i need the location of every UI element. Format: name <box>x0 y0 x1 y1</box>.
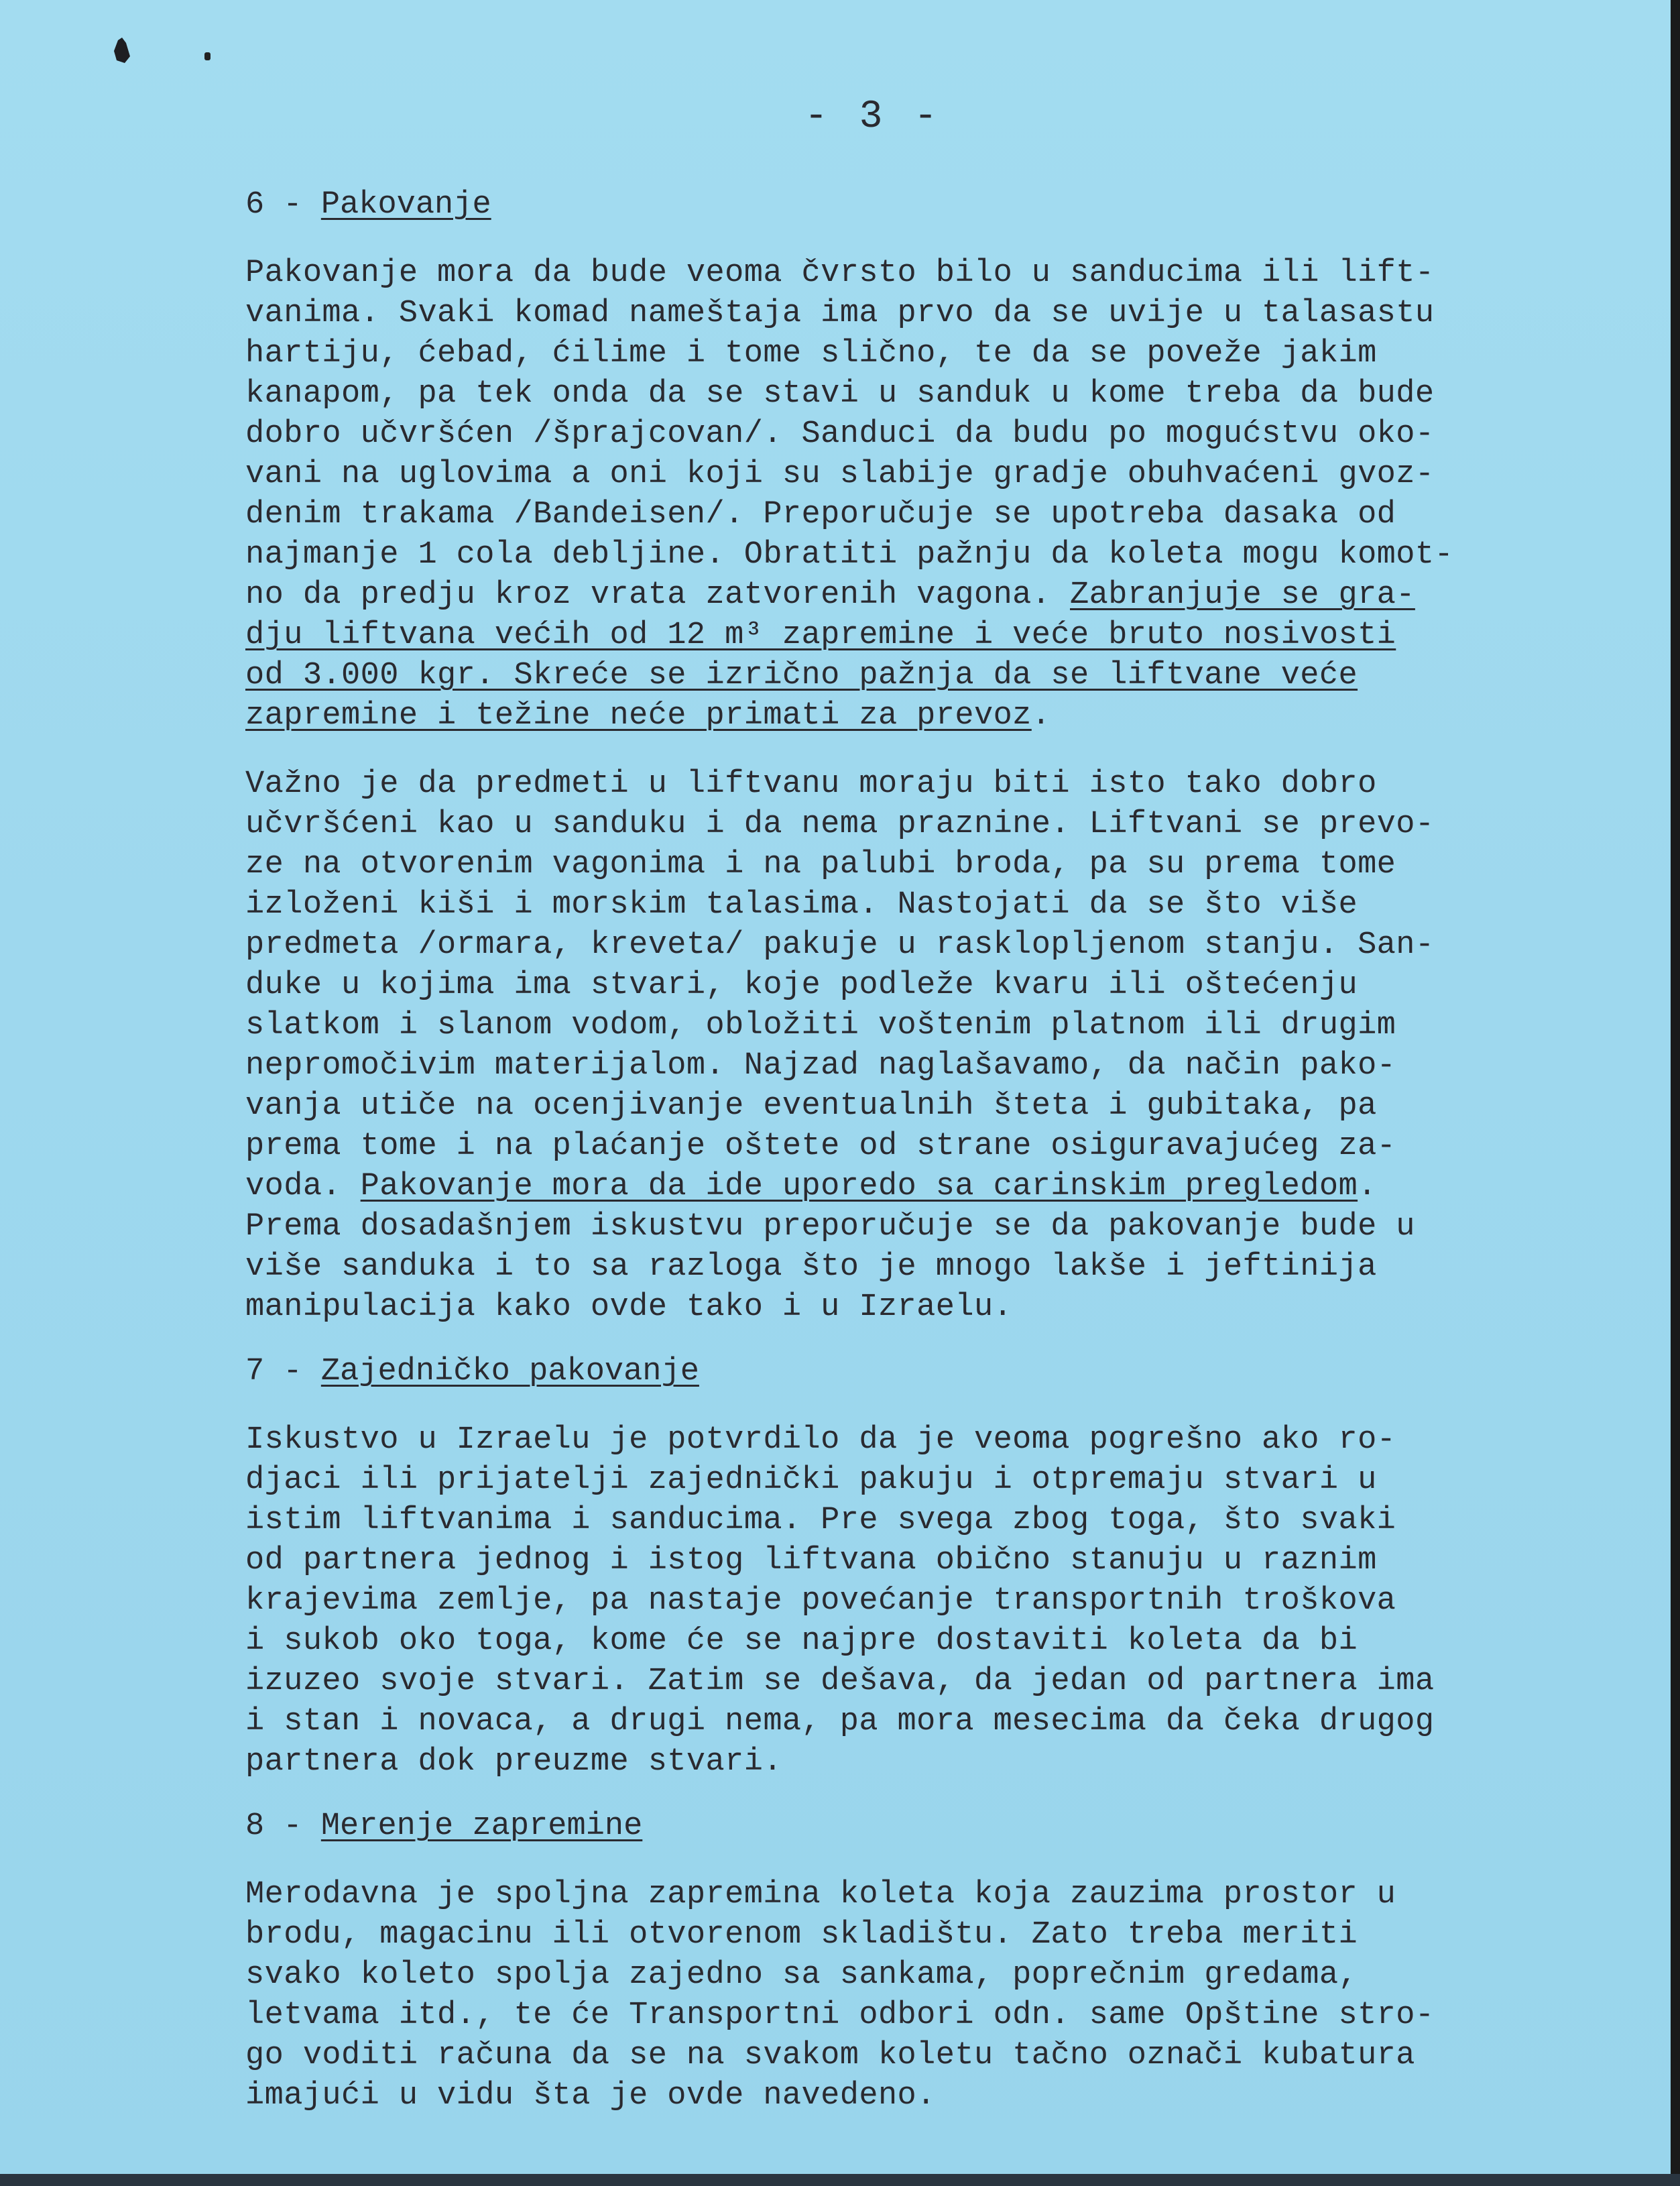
text-line <box>245 656 1566 696</box>
section-title: Merenje zapremine <box>320 1808 643 1844</box>
section-heading <box>245 1806 1566 1847</box>
text-line <box>245 1460 1566 1501</box>
text-line <box>245 334 1566 374</box>
scan-bottom-edge <box>0 2174 1680 2186</box>
section <box>245 1352 1566 1782</box>
text-line <box>245 1955 1566 1996</box>
line-text: Važno je da predmeti u liftvanu moraju biti isto tako dobro <box>245 766 1377 802</box>
section-title: Pakovanje <box>320 187 491 223</box>
line-text: i stan i novaca, a drugi nema, pa mora mesecima da čeka drugog <box>245 1704 1435 1739</box>
text-line <box>245 535 1566 575</box>
ink-dot <box>204 52 211 60</box>
section <box>245 185 1566 1328</box>
underlined-text: dju liftvana većih od 12 m³ zapremine i veće bruto nosivosti <box>245 618 1396 653</box>
line-text: izuzeo svoje stvari. Zatim se dešava, da jedan od partnera ima <box>245 1664 1435 1699</box>
section-heading <box>245 1352 1566 1392</box>
text-line <box>245 1662 1566 1702</box>
line-text: vanima. Svaki komad nameštaja ima prvo da se uvije u talasastu <box>245 296 1435 331</box>
text-line <box>245 414 1566 455</box>
text-line <box>245 1742 1566 1782</box>
text-line <box>245 966 1566 1006</box>
underlined-text: zapremine i težine neće primati za prevoz <box>245 698 1032 734</box>
text-line <box>245 1915 1566 1955</box>
text-line <box>245 1207 1566 1247</box>
line-text: ze na otvorenim vagonima i na palubi broda, pa su prema tome <box>245 847 1396 882</box>
text-line <box>245 495 1566 535</box>
page-number: - 3 - <box>804 95 942 139</box>
paragraph <box>245 1875 1566 2116</box>
text-line <box>245 1420 1566 1460</box>
line-text: kanapom, pa tek onda da se stavi u sanduk u kome treba da bude <box>245 376 1435 412</box>
section-title: Zajedničko pakovanje <box>320 1354 699 1389</box>
text-line <box>245 455 1566 495</box>
line-text: učvršćeni kao u sanduku i da nema praznine. Liftvani se prevo- <box>245 807 1435 842</box>
text-line <box>245 925 1566 966</box>
line-text: letvama itd., te će Transportni odbori odn. same Opštine stro- <box>245 1998 1435 2033</box>
section <box>245 1806 1566 2116</box>
line-text: izloženi kiši i morskim talasima. Nastojati da se što više <box>245 887 1358 923</box>
line-text: i sukob oko toga, kome će se najpre dostaviti koleta da bi <box>245 1623 1358 1659</box>
ink-blot-mark <box>113 36 133 64</box>
line-text: dobro učvršćen /šprajcovan/. Sanduci da budu po mogućstvu oko- <box>245 416 1435 452</box>
line-text: istim liftvanima i sanducima. Pre svega zbog toga, što svaki <box>245 1503 1396 1538</box>
underlined-text: Pakovanje mora da ide uporedo sa carinskim pregledom <box>360 1169 1358 1204</box>
text-line <box>245 1581 1566 1621</box>
line-text: duke u kojima ima stvari, koje podleže kvaru ili oštećenju <box>245 968 1358 1003</box>
paragraph <box>245 1420 1566 1782</box>
section-number: 7 - <box>245 1354 321 1389</box>
section-number: 8 - <box>245 1808 321 1844</box>
text-line <box>245 1247 1566 1287</box>
line-text: nepromočivim materijalom. Najzad naglašavamo, da način pako- <box>245 1048 1396 1084</box>
text-line <box>245 2036 1566 2076</box>
section-number: 6 - <box>245 187 321 223</box>
document-body <box>245 185 1566 2116</box>
text-line <box>245 1287 1566 1328</box>
line-text: slatkom i slanom vodom, obložiti voštenim platnom ili drugim <box>245 1008 1396 1043</box>
line-text: Iskustvo u Izraelu je potvrdilo da je veoma pogrešno ako ro- <box>245 1422 1396 1458</box>
line-text: brodu, magacinu ili otvorenom skladištu. Zato treba meriti <box>245 1917 1358 1953</box>
underlined-text: Zabranjuje se gra- <box>1070 577 1415 613</box>
line-text: denim trakama /Bandeisen/. Preporučuje se upotreba dasaka od <box>245 497 1396 532</box>
line-text: svako koleto spolja zajedno sa sankama, poprečnim gredama, <box>245 1957 1358 1993</box>
text-line <box>245 845 1566 885</box>
section-heading <box>245 185 1566 225</box>
text-line <box>245 1702 1566 1742</box>
line-text: Pakovanje mora da bude veoma čvrsto bilo u sanducima ili lift- <box>245 255 1435 291</box>
text-line <box>245 1996 1566 2036</box>
line-text: manipulacija kako ovde tako i u Izraelu. <box>245 1289 1013 1325</box>
underlined-text: od 3.000 kgr. Skreće se izrično pažnja da se liftvane veće <box>245 658 1358 693</box>
line-text: djaci ili prijatelji zajednički pakuju i otpremaju stvari u <box>245 1462 1377 1498</box>
line-text-tail: . <box>1031 698 1051 734</box>
text-line <box>245 1006 1566 1046</box>
line-text: predmeta /ormara, kreveta/ pakuje u rasklopljenom stanju. San- <box>245 927 1435 963</box>
paragraph <box>245 764 1566 1328</box>
line-text: prema tome i na plaćanje oštete od strane osiguravajućeg za- <box>245 1129 1396 1164</box>
text-line <box>245 1127 1566 1167</box>
text-line <box>245 1621 1566 1662</box>
text-line <box>245 616 1566 656</box>
line-text: više sanduka i to sa razloga što je mnogo lakše i jeftinija <box>245 1249 1377 1285</box>
text-line <box>245 764 1566 805</box>
line-text: Merodavna je spoljna zapremina koleta koja zauzima prostor u <box>245 1877 1396 1912</box>
text-line <box>245 1167 1566 1207</box>
line-text: go voditi računa da se na svakom koletu tačno označi kubatura <box>245 2038 1415 2073</box>
text-line <box>245 294 1566 334</box>
text-line <box>245 1541 1566 1581</box>
text-line <box>245 1501 1566 1541</box>
line-text: partnera dok preuzme stvari. <box>245 1744 782 1780</box>
line-text: hartiju, ćebad, ćilime i tome slično, te da se poveže jakim <box>245 336 1377 371</box>
text-line <box>245 1875 1566 1915</box>
line-text: voda. <box>245 1169 361 1204</box>
text-line <box>245 253 1566 294</box>
text-line <box>245 885 1566 925</box>
text-line <box>245 2076 1566 2116</box>
text-line <box>245 805 1566 845</box>
line-text: krajevima zemlje, pa nastaje povećanje transportnih troškova <box>245 1583 1396 1619</box>
text-line <box>245 575 1566 616</box>
line-text: od partnera jednog i istog liftvana obično stanuju u raznim <box>245 1543 1377 1578</box>
line-text: najmanje 1 cola debljine. Obratiti pažnju da koleta mogu komot- <box>245 537 1454 573</box>
text-line <box>245 1046 1566 1086</box>
paragraph <box>245 253 1566 736</box>
line-text-tail: . <box>1358 1169 1377 1204</box>
line-text: imajući u vidu šta je ovde navedeno. <box>245 2078 936 2114</box>
text-line <box>245 696 1566 736</box>
text-line <box>245 374 1566 414</box>
line-text: vani na uglovima a oni koji su slabije gradje obuhvaćeni gvoz- <box>245 457 1435 492</box>
line-text: no da predju kroz vrata zatvorenih vagona. <box>245 577 1070 613</box>
text-line <box>245 1086 1566 1127</box>
line-text: Prema dosadašnjem iskustvu preporučuje se da pakovanje bude u <box>245 1209 1415 1245</box>
line-text: vanja utiče na ocenjivanje eventualnih šteta i gubitaka, pa <box>245 1088 1377 1124</box>
